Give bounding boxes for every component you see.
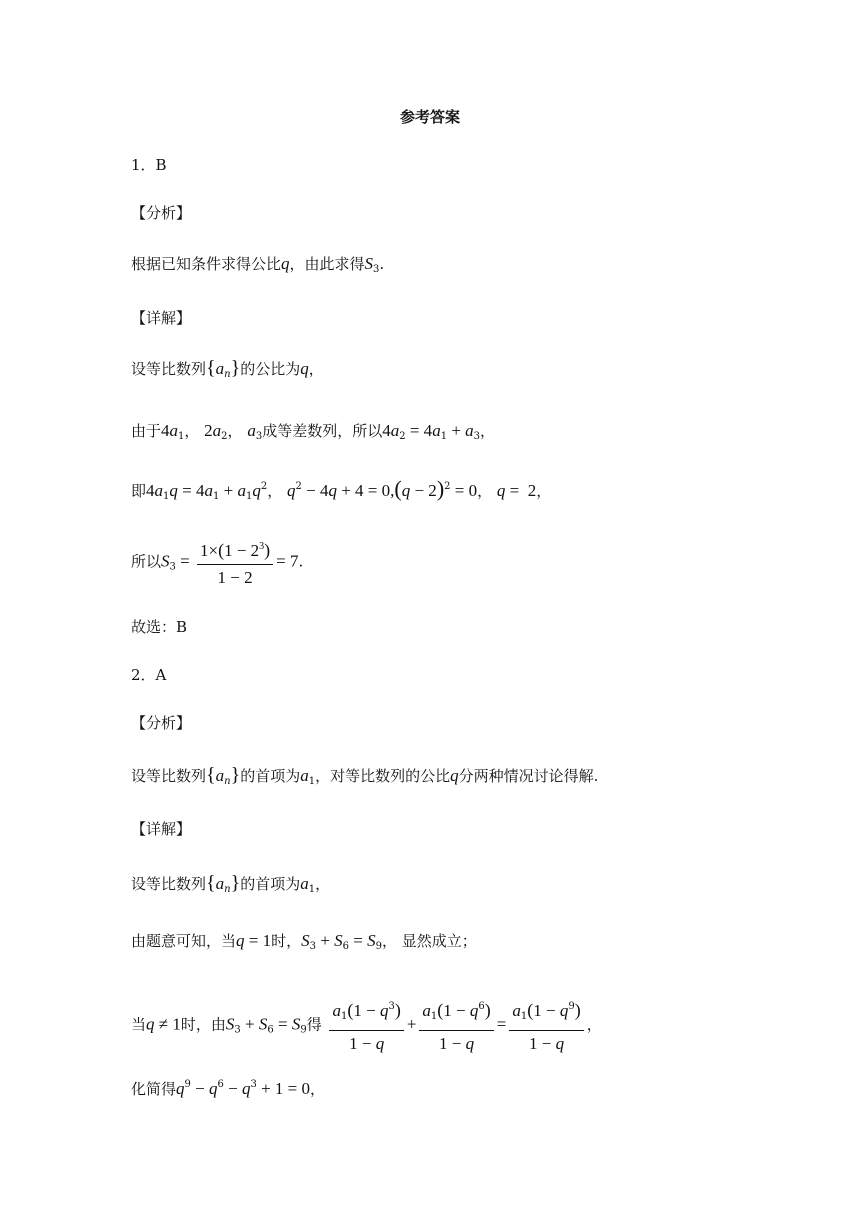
q1-detail-line-3: 即$4a_1q = 4a_1 + a_1q^2$， $q^2 - 4q + 4 = 0,(q - 2)^2 = 0$， q = 2， — [131, 476, 552, 502]
q2-fraction-2: $\frac{a_1(1 - q^6)}{1 - q}$ — [419, 996, 493, 1055]
q2-detail-line-2: 由题意可知，当q = 1时，$S_3 + S_6 = S_9$， 显然成立； — [131, 931, 477, 952]
page-title: 参考答案 — [399, 108, 460, 126]
q2-fraction-1: $\frac{a_1(1 - q^3)}{1 - q}$ — [329, 996, 403, 1055]
q1-detail-line-2: 由于$4a_1$， $2a_2$， $a_3$成等差数列，所以$4a_2 = 4a_1 + a_3$， — [131, 421, 496, 442]
q1-analysis-text: 根据已知条件求得公比q，由此求得$S_3$. — [131, 254, 385, 275]
q2-detail-line-3: 当q ≠ 1时，由$S_3 + S_6 = S_9$得 $\frac{a_1(1 - q^3)}{1 - q}$ + $\frac{a_1(1 - q^6)}{1 - q}$ = $\frac{a_1(1 - q^9)}{1 - q}$ ， — [131, 996, 602, 1055]
q2-analysis-text: 设等比数列$\{a_n\}$的首项为$a_1$，对等比数列的公比q分两种情况讨论得解. — [131, 764, 599, 787]
q1-sum-fraction: $\frac{1\times(1 - 2^3)}{1 - 2}$ — [197, 536, 273, 589]
q2-detail-line-1: 设等比数列$\{a_n\}$的首项为$a_1$， — [131, 872, 331, 895]
q2-analysis-header: 【分析】 — [131, 714, 192, 732]
q1-answer: 故选：B — [131, 618, 188, 636]
q1-analysis-header: 【分析】 — [131, 204, 192, 222]
q2-number: 2．A — [131, 666, 167, 684]
q1-detail-line-1: 设等比数列$\{a_n\}$的公比为q， — [131, 357, 324, 380]
q2-detail-line-4: 化简得$q^9 - q^6 - q^3 + 1 = 0$， — [131, 1079, 326, 1098]
q1-number: 1．B — [131, 156, 167, 174]
q1-detail-header: 【详解】 — [131, 309, 192, 327]
q2-detail-header: 【详解】 — [131, 820, 192, 838]
q1-detail-line-4: 所以$S_3$ = $\frac{1\times(1 - 2^3)}{1 - 2}$ = 7. — [131, 536, 303, 589]
q2-fraction-3: $\frac{a_1(1 - q^9)}{1 - q}$ — [509, 996, 583, 1055]
